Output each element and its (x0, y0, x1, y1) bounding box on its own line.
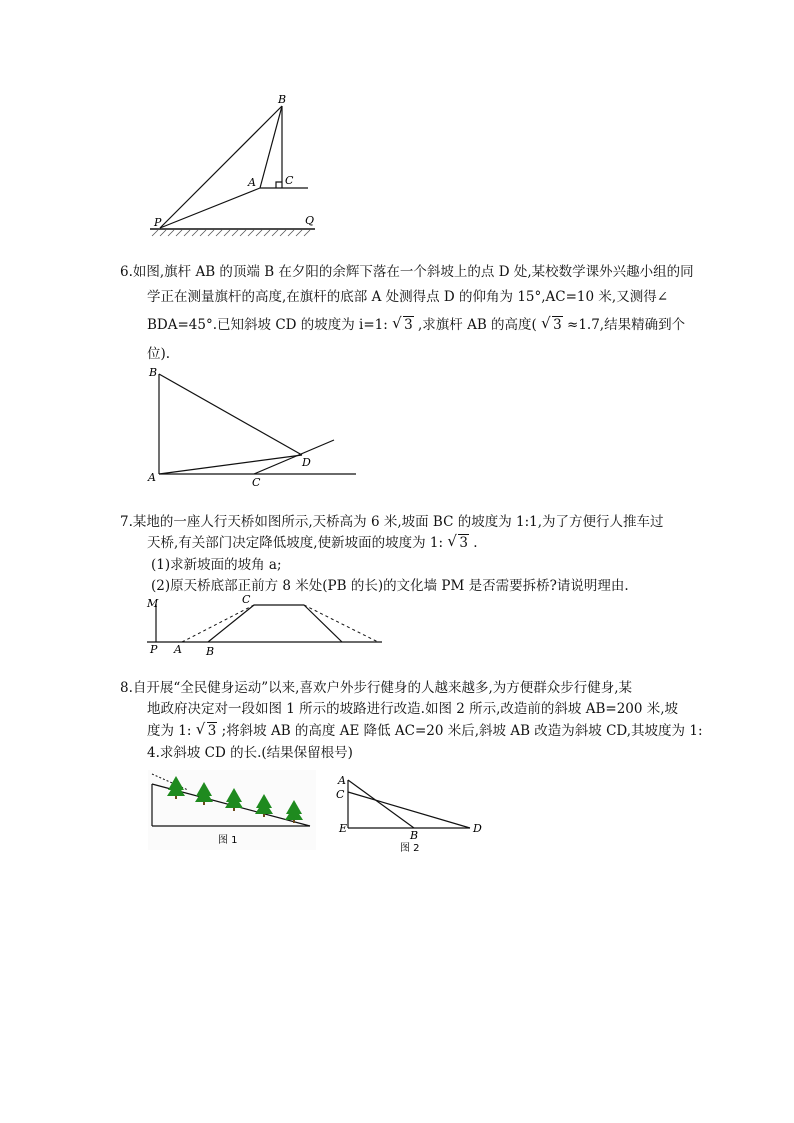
label-A: A (338, 774, 346, 787)
q6-line3a: BDA=45°.已知斜坡 CD 的坡度为 i=1: (147, 317, 388, 333)
q6-line3b: ,求旗杆 AB 的高度( (418, 317, 537, 333)
label-M: M (147, 597, 159, 610)
figure-q7 (142, 592, 392, 658)
label-Q: Q (305, 214, 315, 227)
q8-line3 (147, 721, 703, 741)
q6-line4: 位). (147, 346, 171, 362)
label-B: B (278, 93, 287, 106)
q6-line3 (147, 315, 685, 335)
q8-line1: 8.自开展“全民健身运动”以来,喜欢户外步行健身的人越来越多,为方便群众步行健身,某 (120, 680, 633, 696)
q8-line4: 4.求斜坡 CD 的长.(结果保留根号) (147, 745, 353, 761)
label-B: B (410, 829, 419, 842)
sqrt-3-b: √ 3 (541, 315, 563, 335)
q7-line1: 7.某地的一座人行天桥如图所示,天桥高为 6 米,坡面 BC 的坡度为 1:1,为了方便行人推车过 (120, 514, 664, 530)
figure-q5 (140, 88, 330, 240)
label-D: D (302, 456, 311, 469)
label-C: C (252, 476, 261, 489)
label-B: B (149, 366, 158, 379)
q7-sub2: (2)原天桥底部正前方 8 米处(PB 的长)的文化墙 PM 是否需要拆桥?请说明理由. (151, 578, 629, 594)
q7-sub1: (1)求新坡面的坡角 a; (151, 557, 282, 573)
q6-line3c: ≈1.7,结果精确到个 (567, 317, 686, 333)
label-C: C (336, 788, 345, 801)
sqrt-3: √ 3 (196, 721, 218, 741)
figure-q8-fig1 (148, 770, 316, 850)
q6-line2: 学正在测量旗杆的高度,在旗杆的底部 A 处测得点 D 的仰角为 15°,AC=10 米,又测得∠ (147, 289, 669, 305)
label-C: C (242, 593, 251, 606)
label-E: E (339, 822, 348, 835)
label-A: A (174, 643, 182, 656)
q8-line2: 地政府决定对一段如图 1 所示的坡路进行改造.如图 2 所示,改造前的斜坡 AB=200 米,坡 (147, 701, 679, 717)
q7-line2b: . (473, 535, 478, 551)
q8-line3a: 度为 1: (147, 723, 192, 739)
label-C: C (285, 174, 294, 187)
fig2-caption: 图 2 (400, 843, 420, 854)
q7-line2a: 天桥,有关部门决定降低坡度,使新坡面的坡度为 1: (147, 535, 444, 551)
label-P: P (150, 643, 158, 656)
label-A: A (148, 471, 156, 484)
sqrt-3: √ 3 (447, 533, 469, 553)
label-P: P (154, 216, 162, 229)
label-B: B (206, 645, 215, 658)
q7-line2 (147, 533, 478, 553)
figure-q6 (142, 362, 362, 490)
label-A: A (248, 176, 256, 189)
fig1-caption: 图 1 (218, 835, 238, 846)
sqrt-3: √ 3 (392, 315, 414, 335)
q8-line3b: ;将斜坡 AB 的高度 AE 降低 AC=20 米后,斜坡 AB 改造为斜坡 CD,其坡度为 1: (221, 723, 703, 739)
figure-q8-fig2 (334, 772, 484, 856)
label-D: D (473, 822, 482, 835)
q6-line1: 6.如图,旗杆 AB 的顶端 B 在夕阳的余辉下落在一个斜坡上的点 D 处,某校数学课外兴趣小组的同 (120, 264, 694, 280)
